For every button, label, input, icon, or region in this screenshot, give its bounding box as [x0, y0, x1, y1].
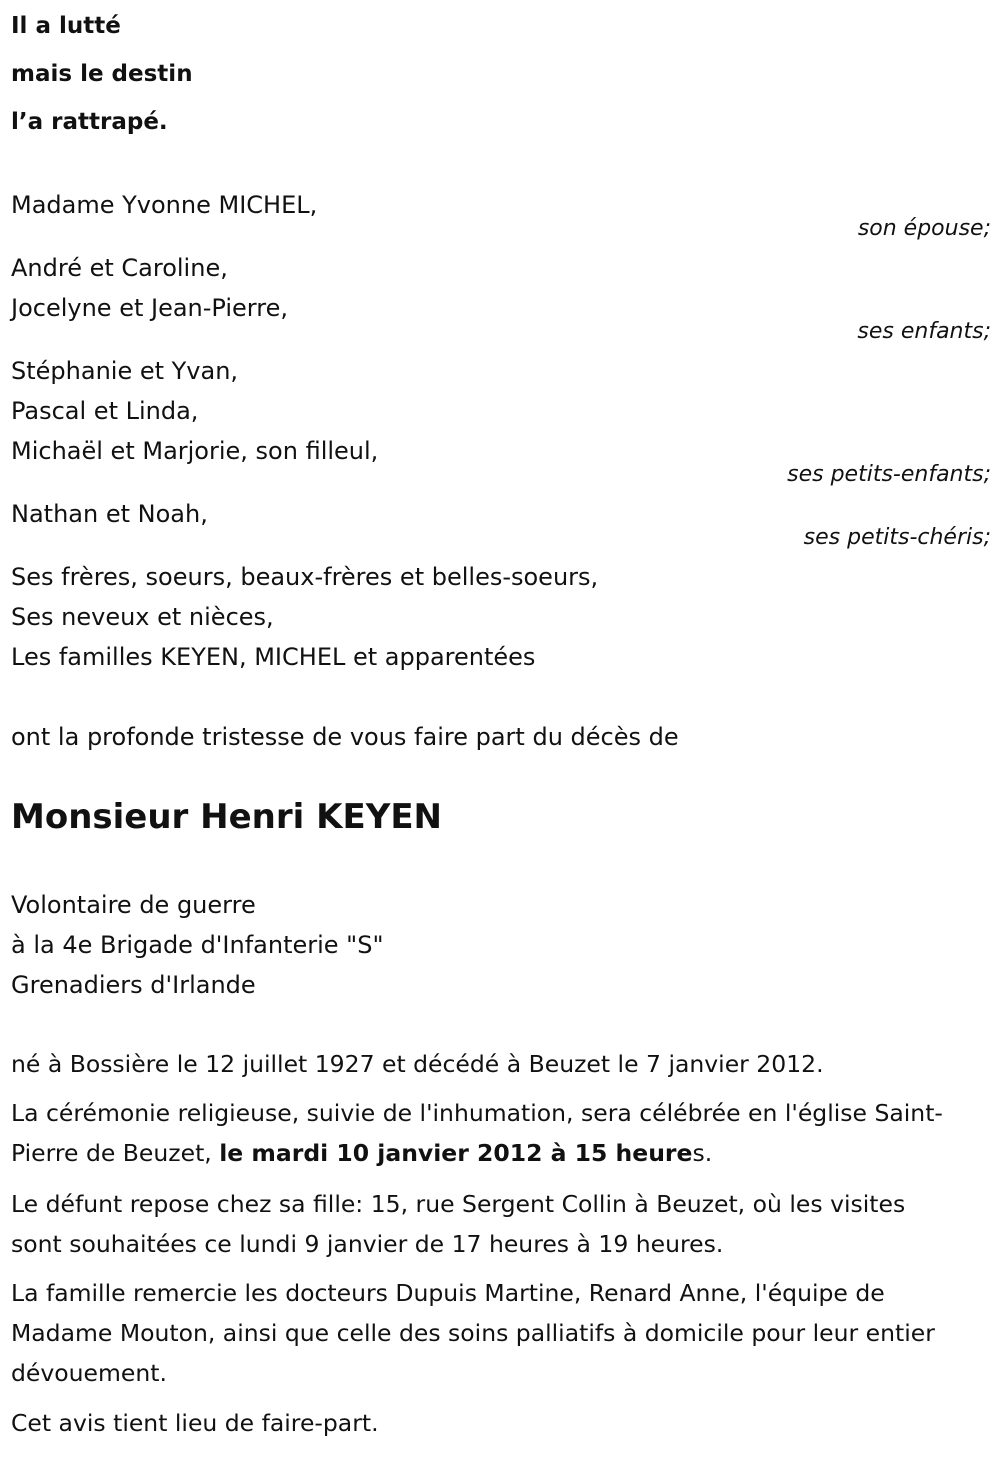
military-line: à la 4e Brigade d'Infanterie "S"	[11, 931, 384, 959]
visitation: Le défunt repose chez sa fille: 15, rue Sergent Collin à Beuzet, où les visites sont souhaitées ce lundi 9 janvier de 17 heures à 19 heures.	[11, 1190, 906, 1258]
family-role: son épouse;	[857, 216, 991, 241]
family-name: Michaël et Marjorie, son filleul,	[11, 437, 379, 465]
family-name: Pascal et Linda,	[11, 397, 199, 425]
ceremony	[11, 1093, 986, 1173]
military-line: Grenadiers d'Irlande	[11, 971, 256, 999]
family-name: André et Caroline,	[11, 254, 228, 282]
relatives-line: Les familles KEYEN, MICHEL et apparentées	[11, 643, 536, 671]
closing: Cet avis tient lieu de faire-part.	[11, 1409, 379, 1437]
ceremony-datetime: le mardi 10 janvier 2012 à 15 heure	[219, 1139, 693, 1167]
deceased-name: Monsieur Henri KEYEN	[11, 797, 443, 837]
birth-death: né à Bossière le 12 juillet 1927 et décédé à Beuzet le 7 janvier 2012.	[11, 1050, 824, 1078]
family-role: ses petits-enfants;	[787, 462, 991, 487]
family-name: Nathan et Noah,	[11, 500, 208, 528]
family-role: ses petits-chéris;	[803, 525, 991, 550]
relatives-line: Ses frères, soeurs, beaux-frères et belles-soeurs,	[11, 563, 599, 591]
announcement: ont la profonde tristesse de vous faire part du décès de	[11, 723, 679, 751]
military-line: Volontaire de guerre	[11, 891, 256, 919]
ceremony-text: La cérémonie religieuse, suivie de l'inhumation, sera célébrée en l'église Saint-Pierre de Beuzet,	[11, 1099, 943, 1167]
relatives-line: Ses neveux et nièces,	[11, 603, 274, 631]
family-role: ses enfants;	[857, 319, 991, 344]
ceremony-text-end: s.	[692, 1139, 713, 1167]
epitaph-line: mais le destin	[11, 61, 193, 87]
family-name: Madame Yvonne MICHEL,	[11, 191, 318, 219]
epitaph	[11, 0, 193, 144]
family-name: Stéphanie et Yvan,	[11, 357, 239, 385]
epitaph-line: l’a rattrapé.	[11, 109, 168, 135]
family-name: Jocelyne et Jean-Pierre,	[11, 294, 288, 322]
epitaph-line: Il a lutté	[11, 13, 121, 39]
thanks: La famille remercie les docteurs Dupuis Martine, Renard Anne, l'équipe de Madame Mouton, ainsi que celle des soins palliatifs à domicile pour leur entier dévouement.	[11, 1279, 935, 1387]
